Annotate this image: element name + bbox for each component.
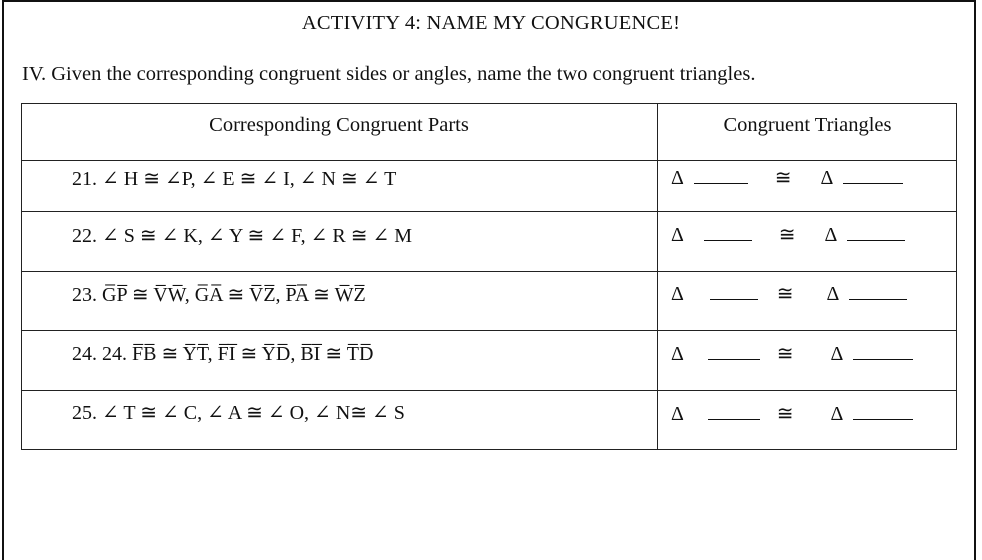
congruent-symbol: ≅: [778, 224, 796, 246]
delta-symbol: Δ: [671, 167, 683, 189]
triangle-2-blank[interactable]: [843, 171, 903, 184]
table-row-divider: [21, 271, 957, 272]
triangle-1-blank[interactable]: [708, 347, 760, 360]
header-corresponding-parts: Corresponding Congruent Parts: [209, 114, 469, 136]
triangle-2-blank[interactable]: [853, 347, 913, 360]
triangle-1-blank[interactable]: [704, 228, 752, 241]
triangle-1-blank[interactable]: [710, 287, 758, 300]
row-25-parts: 25. ∠ T ≅ ∠ C, ∠ A ≅ ∠ O, ∠ N≅ ∠ S: [72, 402, 405, 424]
delta-symbol: Δ: [671, 283, 683, 305]
triangle-2-blank[interactable]: [847, 228, 905, 241]
row-22-answer: [671, 222, 905, 247]
congruent-symbol: ≅: [776, 283, 794, 305]
table-row-divider: [21, 160, 957, 161]
triangle-1-blank[interactable]: [708, 407, 760, 420]
delta-symbol: Δ: [830, 403, 843, 425]
row-25-answer: [671, 401, 913, 426]
answer-table: [21, 103, 957, 450]
table-row-divider: [21, 211, 957, 212]
row-23-parts: 23. G̅P̅ ≅ V̅W̅, G̅A̅ ≅ V̅Z̅, P̅A̅ ≅ W̅Z̅: [72, 284, 366, 306]
delta-symbol: Δ: [826, 283, 839, 305]
row-24-answer: [671, 341, 913, 366]
delta-symbol: Δ: [671, 403, 683, 425]
row-21-parts: 21. ∠ H ≅ ∠P, ∠ E ≅ ∠ I, ∠ N ≅ ∠ T: [72, 168, 397, 190]
delta-symbol: Δ: [830, 343, 843, 365]
instruction-text: IV. Given the corresponding congruent sides or angles, name the two congruent triangles.: [22, 63, 756, 85]
table-row-divider: [21, 390, 957, 391]
header-congruent-triangles: Congruent Triangles: [723, 114, 892, 136]
congruent-symbol: ≅: [776, 403, 794, 425]
congruent-symbol: ≅: [774, 167, 792, 189]
row-21-answer: [671, 165, 903, 190]
row-24-parts: 24. 24. F̅B̅ ≅ Y̅T̅, F̅I̅ ≅ Y̅D̅, B̅I̅ ≅ T̅D̅: [72, 343, 374, 365]
congruent-symbol: ≅: [776, 343, 794, 365]
triangle-1-blank[interactable]: [694, 171, 748, 184]
delta-symbol: Δ: [820, 167, 833, 189]
table-row-divider: [21, 330, 957, 331]
table-column-divider: [657, 103, 658, 450]
delta-symbol: Δ: [671, 224, 683, 246]
triangle-2-blank[interactable]: [853, 407, 913, 420]
delta-symbol: Δ: [671, 343, 683, 365]
activity-title: ACTIVITY 4: NAME MY CONGRUENCE!: [301, 12, 681, 34]
row-23-answer: [671, 281, 907, 306]
row-22-parts: 22. ∠ S ≅ ∠ K, ∠ Y ≅ ∠ F, ∠ R ≅ ∠ M: [72, 225, 412, 247]
delta-symbol: Δ: [824, 224, 837, 246]
triangle-2-blank[interactable]: [849, 287, 907, 300]
